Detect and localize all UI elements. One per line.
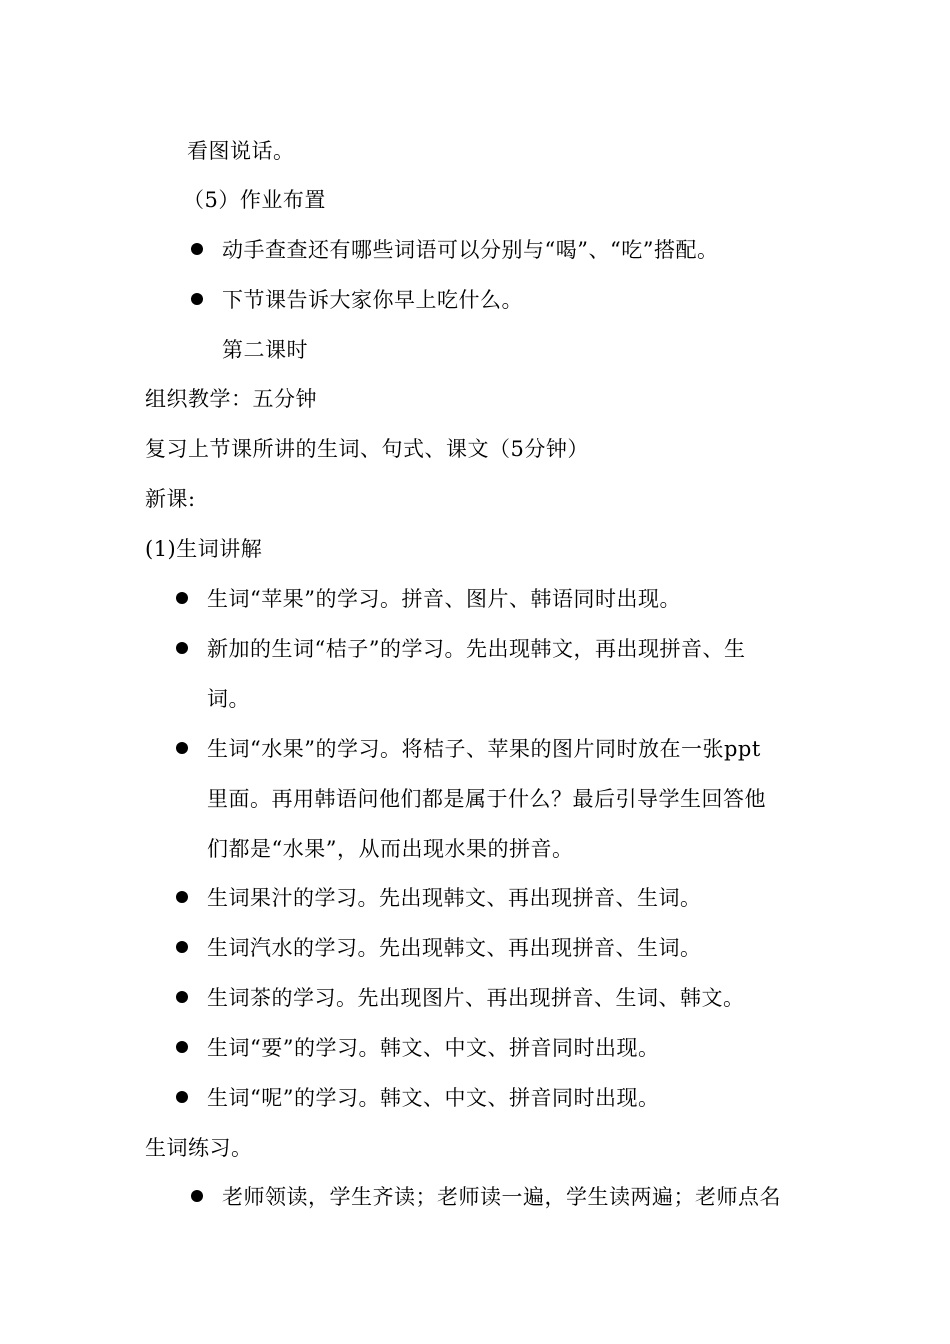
list-item: 新加的生词“桔子”的学习。先出现韩文，再出现拼音、生 — [207, 637, 746, 661]
bullet-icon — [191, 243, 203, 255]
text-line: 生词练习。 — [145, 1136, 253, 1160]
list-item: 下节课告诉大家你早上吃什么。 — [222, 288, 523, 312]
list-item-continuation: 词。 — [207, 687, 250, 711]
section-heading: （5）作业布置 — [183, 188, 326, 212]
list-item: 生词“苹果”的学习。拼音、图片、韩语同时出现。 — [207, 587, 681, 611]
list-item-continuation: 里面。再用韩语问他们都是属于什么？最后引导学生回答他 — [207, 787, 766, 811]
list-item: 生词“水果”的学习。将桔子、苹果的图片同时放在一张ppt — [207, 737, 761, 761]
list-item: 生词“呢”的学习。韩文、中文、拼音同时出现。 — [207, 1086, 660, 1110]
bullet-icon — [176, 742, 188, 754]
bullet-icon — [176, 1041, 188, 1053]
bullet-icon — [191, 293, 203, 305]
text-line: 组织教学：五分钟 — [145, 387, 317, 411]
list-item-continuation: 们都是“水果”，从而出现水果的拼音。 — [207, 837, 574, 861]
list-item: 老师领读，学生齐读；老师读一遍，学生读两遍；老师点名 — [222, 1185, 781, 1209]
text-line: 看图说话。 — [187, 139, 295, 163]
section-heading: 第二课时 — [222, 338, 308, 362]
text-line: 复习上节课所讲的生词、句式、课文（5分钟） — [145, 437, 589, 461]
bullet-icon — [191, 1190, 203, 1202]
bullet-icon — [176, 941, 188, 953]
list-item: 动手查查还有哪些词语可以分别与“喝”、“吃”搭配。 — [222, 238, 719, 262]
bullet-icon — [176, 891, 188, 903]
bullet-icon — [176, 642, 188, 654]
list-item: 生词“要”的学习。韩文、中文、拼音同时出现。 — [207, 1036, 660, 1060]
list-item: 生词茶的学习。先出现图片、再出现拼音、生词、韩文。 — [207, 986, 745, 1010]
text-line: 新课: — [145, 487, 196, 511]
bullet-icon — [176, 991, 188, 1003]
bullet-icon — [176, 592, 188, 604]
list-item: 生词果汁的学习。先出现韩文、再出现拼音、生词。 — [207, 886, 702, 910]
bullet-icon — [176, 1091, 188, 1103]
list-item: 生词汽水的学习。先出现韩文、再出现拼音、生词。 — [207, 936, 702, 960]
section-heading: (1)生词讲解 — [145, 537, 263, 561]
